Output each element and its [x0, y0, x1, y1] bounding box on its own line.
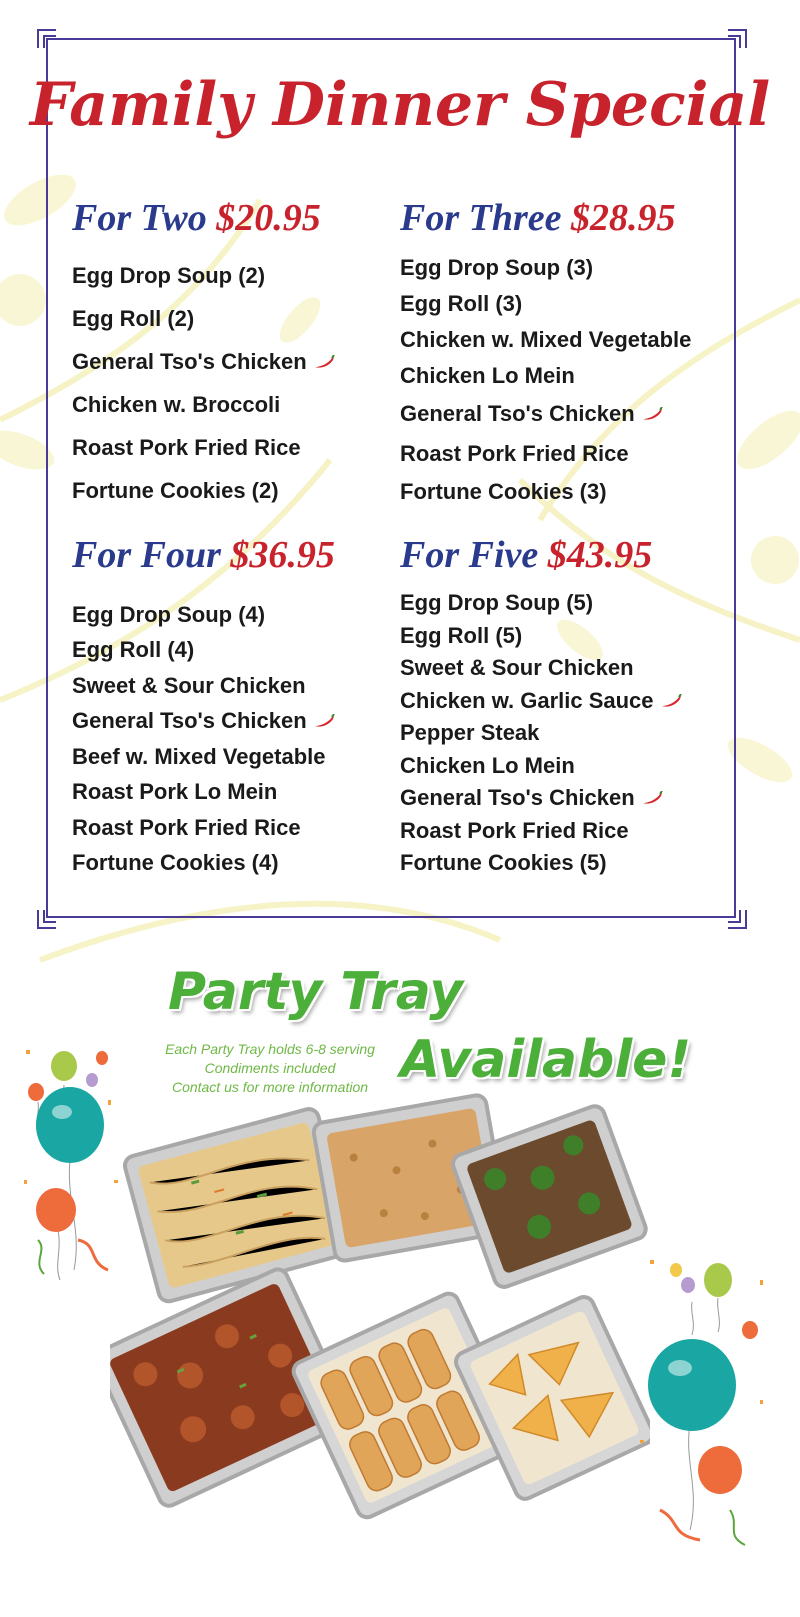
- package-heading: [400, 533, 682, 577]
- menu-item: Sweet & Sour Chicken: [400, 655, 634, 681]
- package-items: [400, 250, 691, 510]
- package-name: For Three: [400, 197, 562, 239]
- package-price: $20.95: [216, 197, 321, 239]
- menu-item: Beef w. Mixed Vegetable: [72, 743, 326, 769]
- chili-pepper-icon: [313, 355, 335, 369]
- menu-item: Roast Pork Fried Rice: [400, 817, 629, 843]
- package-heading: [72, 196, 335, 240]
- menu-item: Chicken Lo Mein: [400, 752, 575, 778]
- party-tray-info-line: Each Party Tray holds 6-8 serving: [165, 1041, 375, 1057]
- menu-item: General Tso's Chicken: [72, 704, 335, 740]
- menu-item: General Tso's Chicken: [400, 782, 682, 815]
- menu-item: General Tso's Chicken: [400, 394, 691, 434]
- menu-title: Family Dinner Special: [29, 70, 771, 140]
- party-tray-info: [140, 1040, 400, 1097]
- package-items: [72, 597, 335, 881]
- package-for-three: [400, 196, 691, 510]
- package-items: [400, 587, 682, 880]
- frame-corner-ornament: [36, 28, 58, 50]
- menu-item: Fortune Cookies (2): [72, 477, 279, 503]
- balloons-right-illustration: [630, 1240, 780, 1550]
- menu-item: Egg Roll (4): [72, 637, 195, 663]
- package-name: For Two: [72, 197, 207, 239]
- package-name: For Five: [400, 534, 539, 576]
- menu-item: Chicken w. Broccoli: [72, 391, 281, 417]
- package-for-two: [72, 196, 335, 512]
- chili-pepper-icon: [641, 791, 663, 805]
- package-price: $28.95: [571, 197, 676, 239]
- menu-item: Egg Drop Soup (3): [400, 255, 594, 280]
- menu-item: Egg Roll (5): [400, 622, 523, 648]
- party-tray-food-illustration: [110, 1090, 650, 1530]
- menu-item: Pepper Steak: [400, 720, 540, 746]
- chili-pepper-icon: [660, 694, 682, 708]
- party-tray-info-line: Condiments included: [204, 1060, 336, 1076]
- menu-item: General Tso's Chicken: [72, 340, 335, 383]
- frame-corner-ornament: [36, 908, 58, 930]
- party-tray-title: Party Tray: [168, 962, 464, 1022]
- party-tray-available-title: Available!: [400, 1030, 692, 1090]
- chili-pepper-icon: [313, 714, 335, 728]
- package-price: $43.95: [547, 534, 653, 576]
- package-for-five: [400, 533, 682, 880]
- package-for-four: [72, 533, 335, 881]
- menu-item: Egg Roll (2): [72, 305, 195, 331]
- menu-item: Chicken w. Mixed Vegetable: [400, 327, 692, 352]
- frame-corner-ornament: [726, 28, 748, 50]
- menu-item: Chicken w. Garlic Sauce: [400, 685, 682, 718]
- frame-corner-ornament: [726, 908, 748, 930]
- menu-item: Sweet & Sour Chicken: [72, 672, 306, 698]
- menu-item: Fortune Cookies (5): [400, 850, 607, 876]
- menu-item: Roast Pork Lo Mein: [72, 779, 278, 805]
- menu-item: Egg Drop Soup (5): [400, 590, 594, 616]
- menu-item: Roast Pork Fried Rice: [72, 814, 301, 840]
- menu-item: Chicken Lo Mein: [400, 363, 575, 388]
- menu-item: Roast Pork Fried Rice: [72, 434, 301, 460]
- chili-pepper-icon: [641, 407, 663, 421]
- menu-item: Egg Roll (3): [400, 291, 523, 316]
- package-items: [72, 254, 335, 512]
- menu-item: Fortune Cookies (4): [72, 850, 279, 876]
- menu-item: Fortune Cookies (3): [400, 479, 607, 504]
- package-name: For Four: [72, 534, 221, 576]
- menu-item: Roast Pork Fried Rice: [400, 441, 629, 466]
- menu-item: Egg Drop Soup (4): [72, 601, 266, 627]
- package-heading: [400, 196, 691, 240]
- menu-item: Egg Drop Soup (2): [72, 262, 266, 288]
- package-price: $36.95: [230, 534, 335, 576]
- package-heading: [72, 533, 335, 577]
- party-tray-info-line: Contact us for more information: [171, 1079, 369, 1095]
